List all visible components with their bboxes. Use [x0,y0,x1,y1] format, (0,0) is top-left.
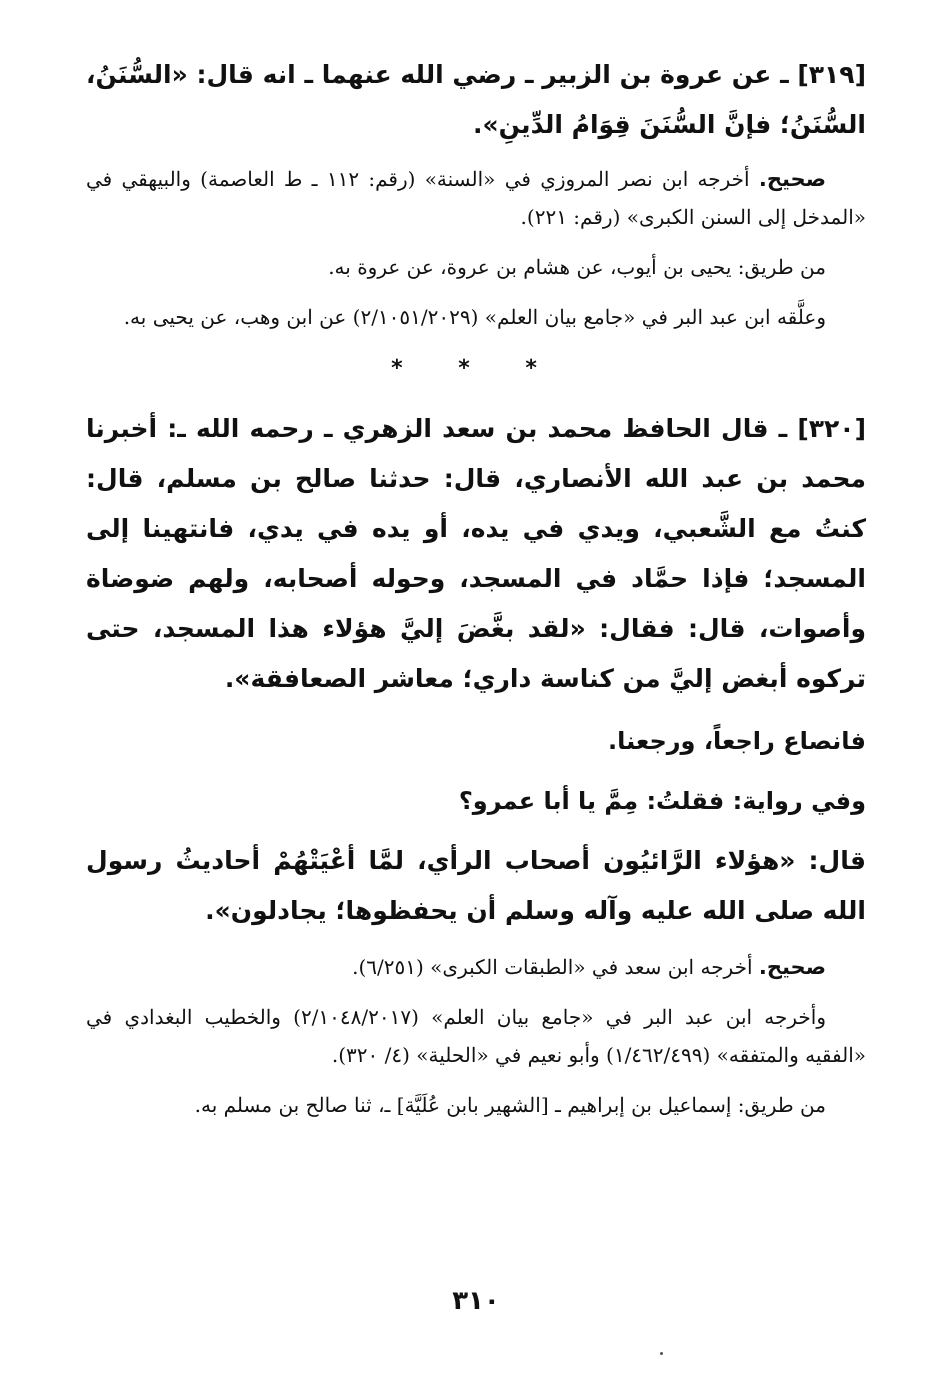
isnad-319: من طريق: يحيى بن أيوب، عن هشام بن عروة، عن عروة به. [328,255,826,279]
page-body [86,50,866,1136]
taliq-319: وعلَّقه ابن عبد البر في «جامع بيان العلم» (٢/١٠٥١/٢٠٢٩) عن ابن وهب، عن يحيى به. [123,305,826,329]
more-takhrij-320: وأخرجه ابن عبد البر في «جامع بيان العلم» (٢/١٠٤٨/٢٠١٧) والخطيب البغدادي في «الفقيه والمتفقه» (١/٤٦٢/٤٩٩) وأبو نعيم في «الحلية» (٤/ ٣٢٠). [86,1005,866,1067]
hadith-320-continuation-1: فانصاع راجعاً، ورجعنا. [607,727,866,755]
scan-speck [660,1352,663,1355]
hadith-320-continuation-3: قال: «هؤلاء الرَّائيُون أصحاب الرأي، لمَّا أعْيَتْهُمْ أحاديثُ رسول الله صلى الله عليه وآله وسلم أن يحفظوها؛ يجادلون». [86,846,866,925]
takhrij-319 [86,160,866,236]
grade-label-319: صحيح. [758,167,826,191]
takhrij-320 [86,948,866,986]
grade-label-320: صحيح. [758,955,826,979]
hadith-320-continuation-2: وفي رواية: فقلتُ: مِمَّ يا أبا عمرو؟ [458,787,866,815]
section-separator: * * * [391,356,561,381]
hadith-319-text: [٣١٩] ـ عن عروة بن الزبير ـ رضي الله عنهما ـ انه قال: «السُّنَنُ، السُّنَنُ؛ فإنَّ السُّنَنَ قِوَامُ الدِّينِ». [86,60,866,139]
takhrij-320-text: أخرجه ابن سعد في «الطبقات الكبرى» (٦/٢٥١). [352,955,759,979]
takhrij-319-text: أخرجه ابن نصر المروزي في «السنة» (رقم: ١١٢ ـ ط العاصمة) والبيهقي في «المدخل إلى السنن الكبرى» (رقم: ٢٢١). [86,167,866,229]
isnad-320: من طريق: إسماعيل بن إبراهيم ـ [الشهير بابن عُلَيَّة] ـ، ثنا صالح بن مسلم به. [194,1093,826,1117]
page-number: ٣١٠ [452,1286,500,1316]
hadith-320-text: [٣٢٠] ـ قال الحافظ محمد بن سعد الزهري ـ رحمه الله ـ: أخبرنا محمد بن عبد الله الأنصاري، قال: حدثنا صالح بن مسلم، قال: كنتُ مع الشَّعبي، ويدي في يده، أو يده في يدي، فانتهينا إلى المسجد؛ فإذا حمَّاد في المسجد، وحوله أصحابه، ولهم ضوضاة وأصوات، قال: فقال: «لقد بغَّضَ إليَّ هؤلاء هذا المسجد، حتى تركوه أبغض إليَّ من كناسة داري؛ معاشر الصعافقة». [86,414,866,693]
